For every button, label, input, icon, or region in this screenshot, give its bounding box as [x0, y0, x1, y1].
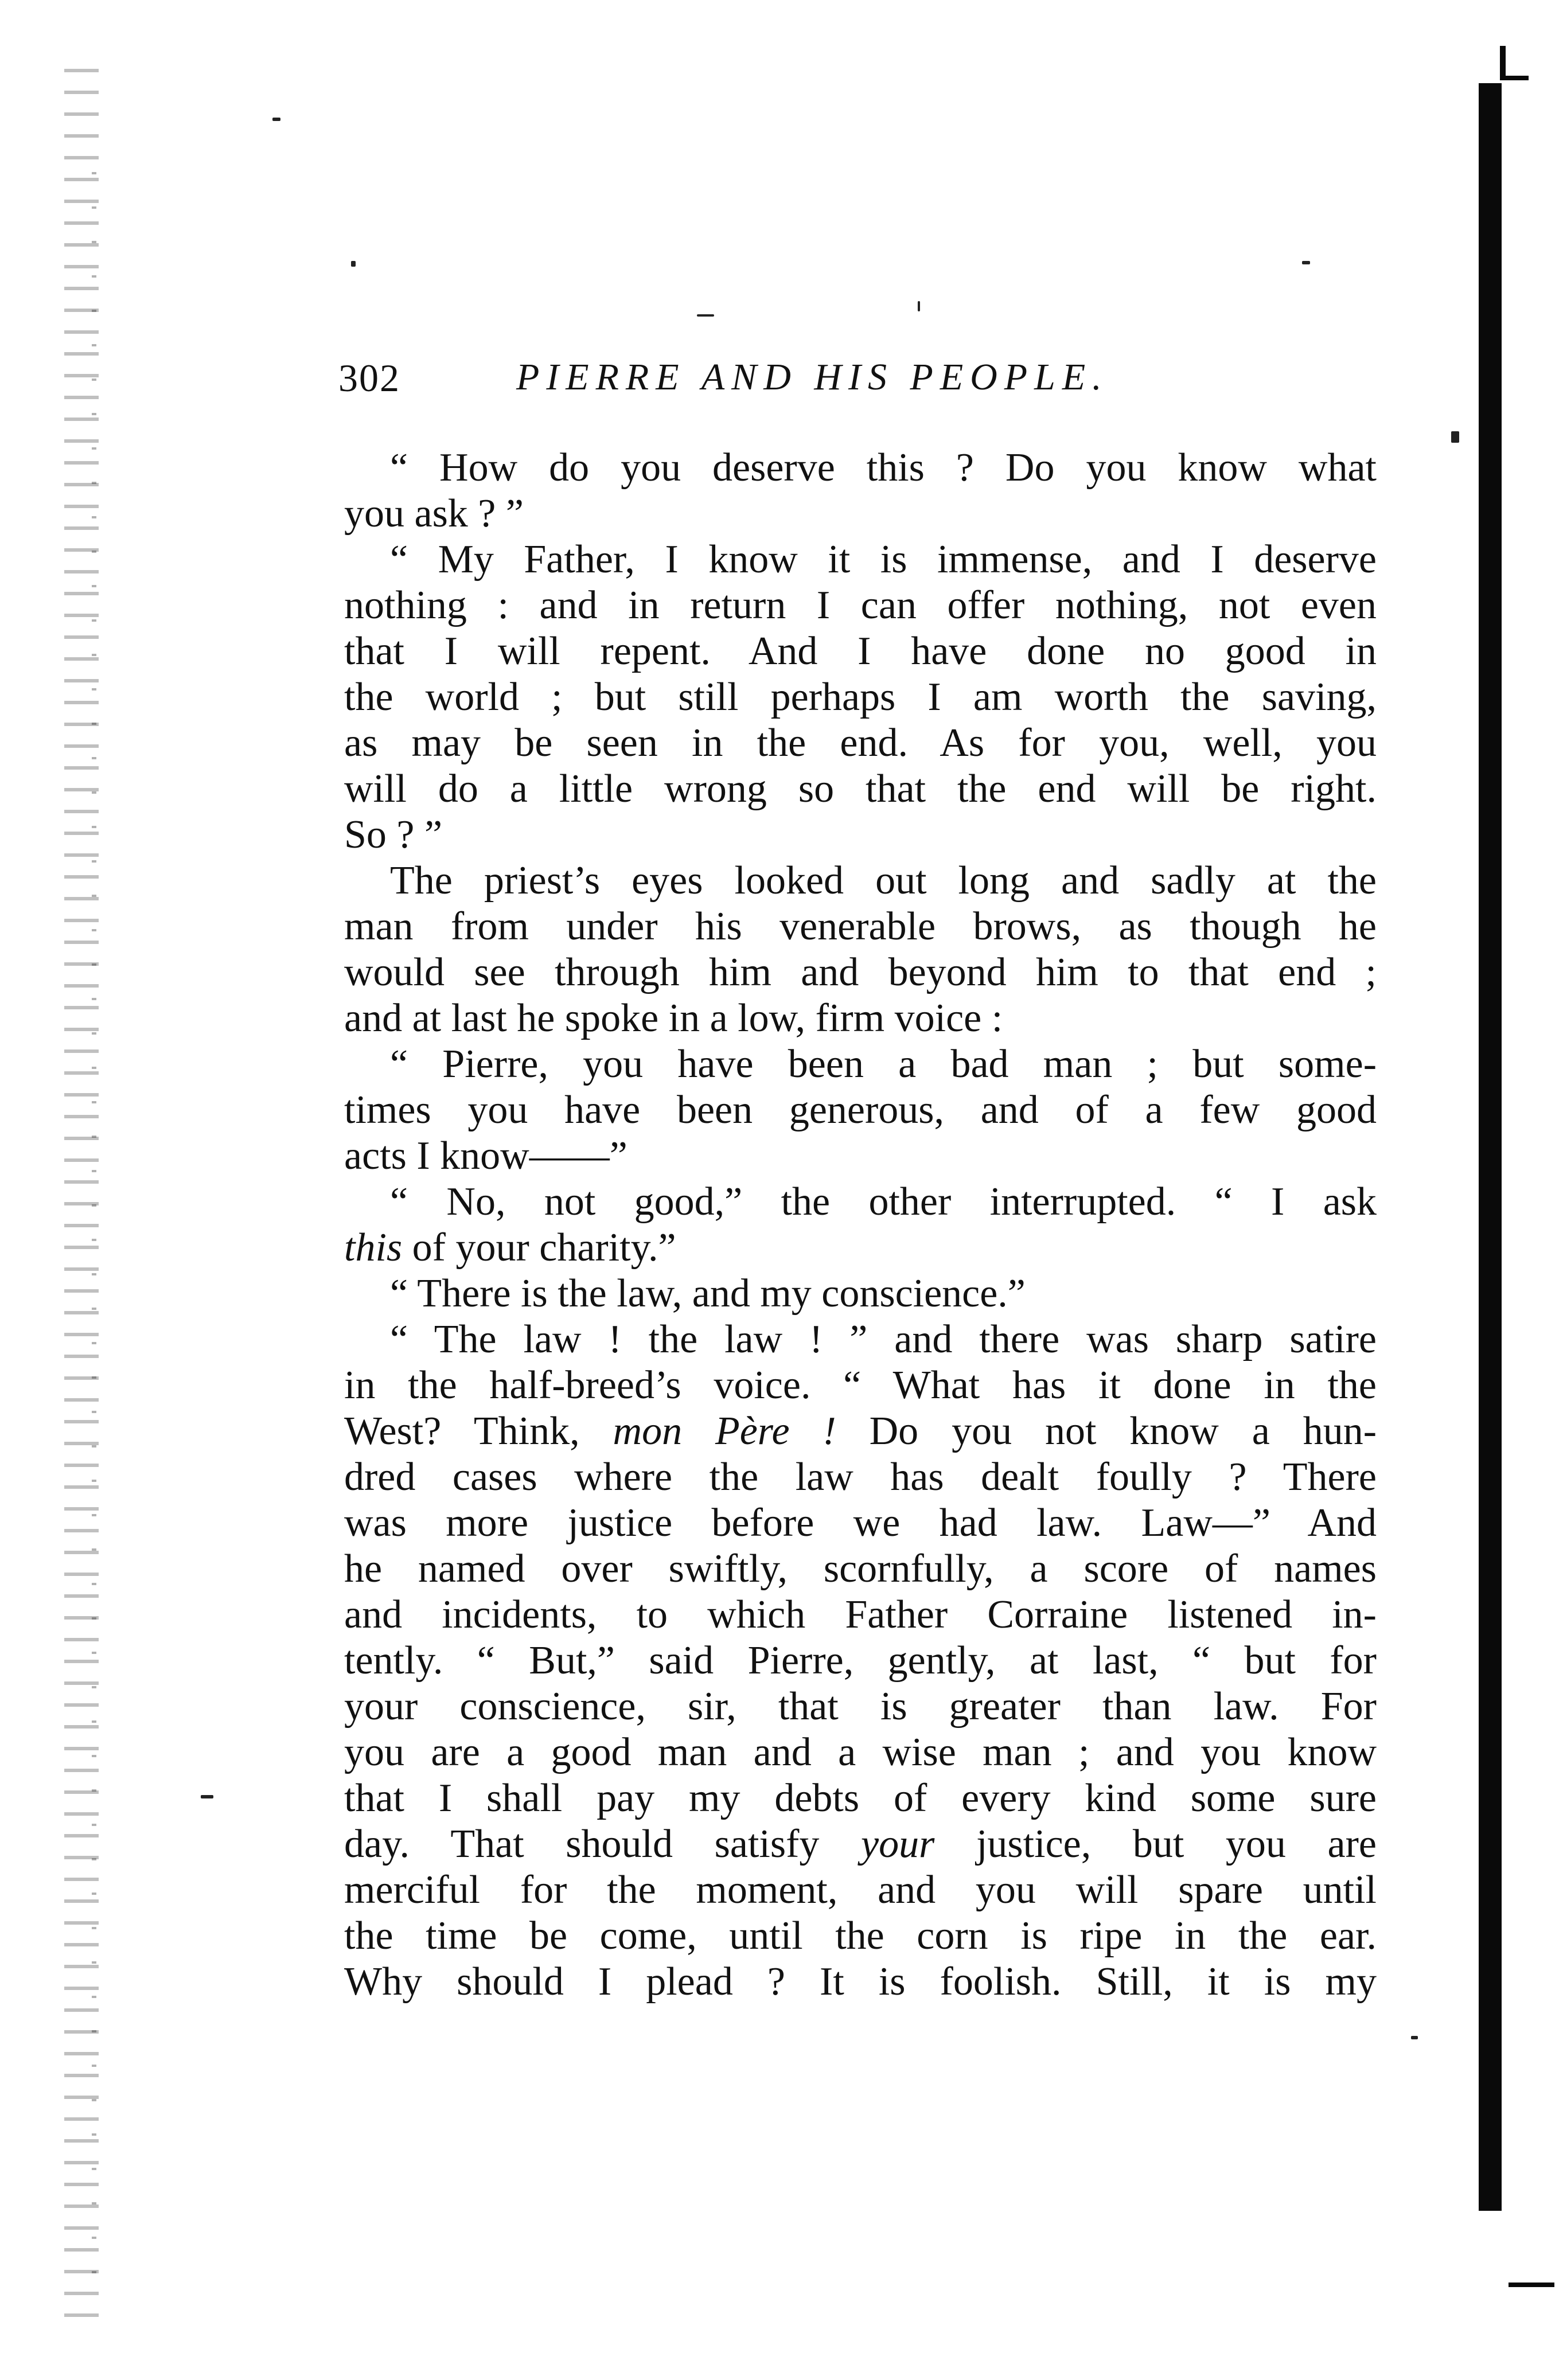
text-line: would see through him and beyond him to that end ;	[344, 950, 1377, 994]
scan-speck	[272, 118, 280, 121]
scan-speck	[1302, 261, 1310, 264]
text-line: So ? ”	[344, 813, 443, 857]
text-line: The priest’s eyes looked out long and sadly at the	[390, 859, 1377, 903]
text-line: “ No, not good,” the other interrupted. “ I ask	[390, 1180, 1377, 1224]
text-line: that I shall pay my debts of every kind some sure	[344, 1776, 1377, 1820]
text-line: “ My Father, I know it is immense, and I deserve	[390, 537, 1377, 582]
text-line: was more justice before we had law. Law—” And	[344, 1501, 1377, 1545]
italic-text: this	[344, 1226, 403, 1270]
text-line	[344, 1821, 1377, 1867]
italic-text: your	[861, 1822, 935, 1866]
text-line: acts I know——”	[344, 1134, 627, 1178]
text-line: tently. “ But,” said Pierre, gently, at last, “ but for	[344, 1638, 1377, 1683]
scan-speck	[201, 1795, 213, 1798]
text-line: as may be seen in the end. As for you, well, you	[344, 721, 1377, 765]
text-line: in the half-breed’s voice. “ What has it done in the	[344, 1363, 1377, 1407]
text-line: will do a little wrong so that the end will be right.	[344, 767, 1377, 811]
running-head	[338, 356, 1382, 419]
text-line: dred cases where the law has dealt foully ? There	[344, 1455, 1377, 1499]
scan-speck	[697, 314, 714, 317]
text-line: you ask ? ”	[344, 491, 524, 536]
text-line: merciful for the moment, and you will spare until	[344, 1868, 1377, 1912]
text-segment: of your charity.”	[402, 1226, 676, 1270]
text-line: “ Pierre, you have been a bad man ; but some-	[390, 1042, 1377, 1086]
text-line: your conscience, sir, that is greater than law. For	[344, 1684, 1377, 1729]
text-segment: day. That should satisfy	[344, 1822, 862, 1866]
binding-edge-marks-inner	[92, 172, 96, 2294]
scan-speck	[351, 261, 356, 267]
body-text	[344, 445, 1377, 2005]
text-line: and at last he spoke in a low, firm voice :	[344, 996, 1003, 1040]
text-line: that I will repent. And I have done no good in	[344, 629, 1377, 673]
page-number: 302	[338, 356, 400, 400]
page-edge-shadow	[1479, 83, 1502, 2211]
text-line: the time be come, until the corn is ripe in the ear.	[344, 1914, 1377, 1958]
italic-text: mon Père !	[613, 1409, 836, 1453]
text-line: man from under his venerable brows, as though he	[344, 904, 1377, 949]
text-line	[344, 1225, 1377, 1271]
crop-mark-bottom	[1509, 2283, 1554, 2287]
scan-speck	[1411, 2036, 1418, 2039]
text-line: he named over swiftly, scornfully, a score of names	[344, 1547, 1377, 1591]
text-line: “ The law ! the law ! ” and there was sharp satire	[390, 1317, 1377, 1361]
text-line: the world ; but still perhaps I am worth the saving,	[344, 675, 1377, 719]
text-segment: justice, but you are	[934, 1822, 1377, 1866]
running-title: PIERRE AND HIS PEOPLE.	[516, 356, 1109, 398]
text-line: “ There is the law, and my conscience.”	[390, 1271, 1026, 1316]
text-line: you are a good man and a wise man ; and you know	[344, 1730, 1377, 1774]
text-line: nothing : and in return I can offer nothing, not even	[344, 583, 1377, 627]
text-segment: Do you not know a hun-	[836, 1409, 1377, 1453]
scan-speck	[918, 301, 920, 311]
text-line: “ How do you deserve this ? Do you know what	[390, 446, 1377, 490]
text-line	[344, 1409, 1377, 1454]
scan-speck	[1451, 431, 1459, 443]
text-line: and incidents, to which Father Corraine listened in-	[344, 1593, 1377, 1637]
text-segment: West? Think,	[344, 1409, 613, 1453]
text-line: times you have been generous, and of a few good	[344, 1088, 1377, 1132]
crop-mark-top	[1500, 46, 1506, 80]
text-line: Why should I plead ? It is foolish. Still, it is my	[344, 1960, 1377, 2004]
